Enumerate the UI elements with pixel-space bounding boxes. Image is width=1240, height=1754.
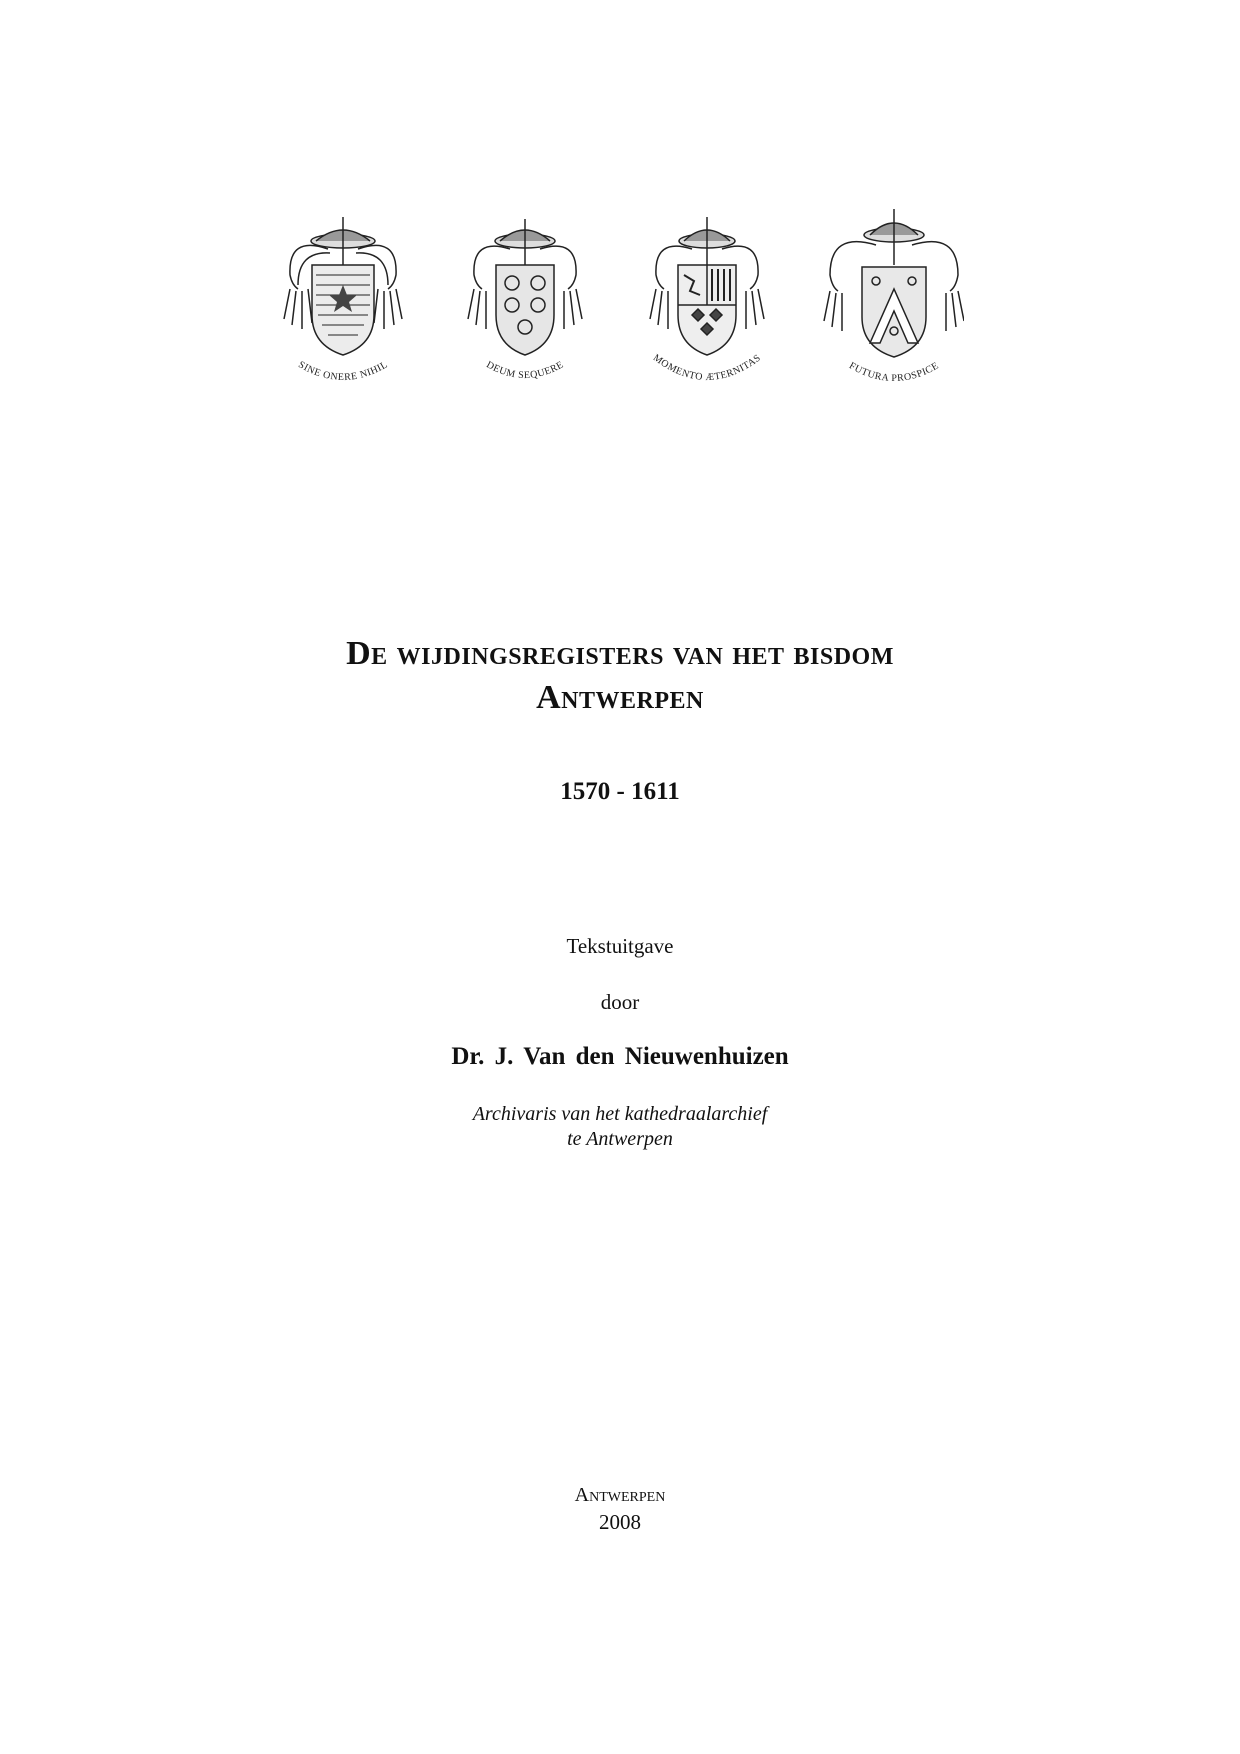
by-label: door <box>600 990 640 1014</box>
crest-2-motto: DEUM SEQUERE <box>484 359 566 382</box>
title-line-2: Antwerpen <box>536 679 704 716</box>
crest-3-motto: MOMENTO ÆTERNITAS <box>650 352 764 384</box>
coat-of-arms-2 <box>450 205 600 405</box>
author-name: Dr. J. Van den Nieuwenhuizen <box>451 1043 789 1070</box>
crest-1-motto: SINE ONERE NIHIL <box>296 359 390 384</box>
publication-place: Antwerpen <box>574 1484 666 1506</box>
edition-label: Tekstuitgave <box>566 934 674 958</box>
coat-of-arms-1 <box>268 205 418 405</box>
author-affiliation <box>0 1102 1240 1152</box>
years-range: 1570 - 1611 <box>560 778 680 805</box>
coat-of-arms-3 <box>632 205 782 405</box>
affiliation-line-2: te Antwerpen <box>567 1128 673 1150</box>
title-line-1: De wijdingsregisters van het bisdom <box>346 635 894 672</box>
coats-of-arms-row <box>268 205 980 405</box>
publication-year: 2008 <box>599 1510 641 1534</box>
coat-of-arms-4 <box>814 205 964 405</box>
crest-4-motto: FUTURA PROSPICE <box>847 360 941 385</box>
page-title <box>0 632 1240 720</box>
affiliation-line-1: Archivaris van het kathedraalarchief <box>472 1103 768 1125</box>
